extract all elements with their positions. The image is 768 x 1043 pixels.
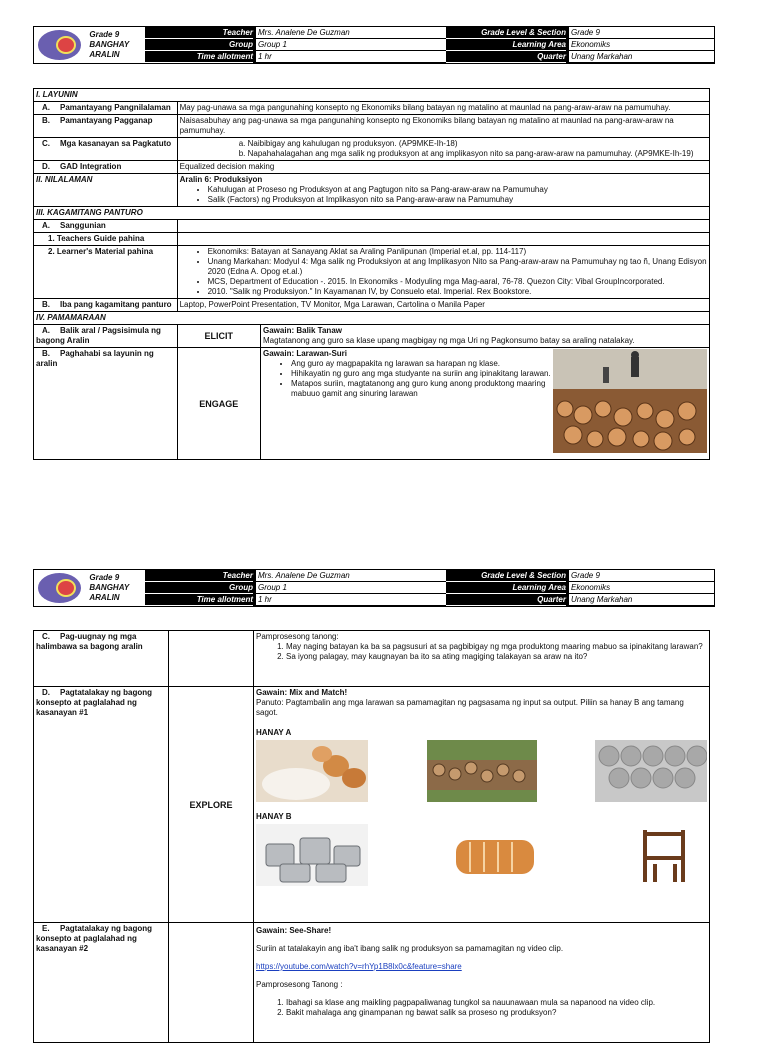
value-grade-section: Grade 9 — [569, 27, 714, 39]
hanay-b-label: HANAY B — [256, 812, 292, 821]
label-pamantayang-pangnilalaman: Pamantayang Pangnilalaman — [60, 103, 171, 112]
label-sanggunian: Sanggunian — [60, 221, 106, 230]
label-teacher: Teacher — [145, 27, 253, 39]
engage-item-2: • Hihikayatin ng guro ang mga studyante na suriin ang ipinakitang larawan. — [291, 369, 553, 379]
lm-item-4: • 2010. "Salik ng Produksiyon." In Kayamanan IV, by Consuelo etal. Imperial. Rex Bookstore. — [208, 287, 707, 297]
c-question-1: 1. May naging batayan ka ba sa pagsusuri at sa pagbibigay ng mga produktong maaring mabuo sa ipinakitang larawan? — [286, 642, 707, 652]
text-pamantayang-pangnilalaman: May pag-unawa sa mga pangunahing konsepto ng Ekonomiks bilang batayan ng matalino at maunlad na pang-araw-araw na pamumuhay. — [177, 102, 709, 115]
aralin-title: Aralin 6: Produksiyon — [179, 175, 263, 184]
metal-rods-photo — [595, 740, 707, 802]
text-pamantayang-pagganap: Naisasabuhay ang pag-unawa sa mga pangunahing konsepto ng Ekonomiks bilang batayan ng matalino at maunlad na pang-araw-araw na pamumuhay. — [177, 115, 709, 138]
label-gad: GAD Integration — [60, 162, 122, 171]
lm-item-2: • Unang Markahan: Modyul 4: Mga salik ng Produksiyon at ang Implikasyon Nito sa Pang-araw-araw na Pamumuhay ng tao ñ, Unang Edisyon 2020 (Edna A. Opog et.al.) — [208, 257, 707, 277]
flour-eggs-photo — [256, 740, 368, 802]
label-kasanayan: Mga kasanayan sa Pagkatuto — [60, 139, 172, 148]
label-learning-area: Learning Area — [446, 582, 566, 594]
label-pagtatalakay-2: Pagtatalakay ng bagong konsepto at paglalahad ng kasanayan #2 — [36, 924, 153, 953]
label-pagtatalakay-1: Pagtatalakay ng bagong konsepto at paglalahad ng kasanayan #1 — [36, 688, 153, 717]
value-teacher: Mrs. Analene De Guzman — [256, 570, 446, 582]
c-pamprosesong-tanong: Pamprosesong tanong: — [256, 632, 339, 641]
label-teachers-guide: 1. Teachers Guide pahina — [34, 233, 178, 246]
school-seal-icon — [38, 30, 81, 60]
e-pamprosesong-tanong: Pamprosesong Tanong : — [256, 980, 343, 989]
hanay-a-label: HANAY A — [256, 728, 292, 737]
label-grade-section: Grade Level & Section — [446, 570, 566, 582]
header-title: BANGHAY ARALIN — [89, 40, 130, 59]
school-seal-icon — [38, 573, 81, 603]
label-learners-material: 2. Learner's Material pahina — [34, 246, 178, 299]
logs-photo — [553, 349, 707, 453]
lesson-plan-table-2: C. Pag-uugnay ng mga halimbawa sa bagong aralin Pamprosesong tanong: 1. May naging batayan ka ba sa pagsusuri at sa pagbibigay ng mga produktong maaring mabuo sa ipinakitang larawan? 2. Sa iyong palagay, may kaugnayan ba ito sa ating magiging talakayan sa araw na ito? D. Pagtatalakay ng bagong konsepto at paglalahad ng kasanayan #1 EXPLORE Gawain: Mix and Match! Panuto: Pagtambalin ang mga larawan sa pamamagitan ng pagsasama ng input sa output. Piliin sa hanay B ang tamang sagot. HANAY A HANAY B E. Pagtatalakay ng bagong konsepto at paglalahad ng kasanayan #2 Gawain: See-Share! Suriin at tatalakayin ang iba't ibang salik ng produksyon sa pamamagitan ng video clip. https://youtube.com/watch?v=rhYp1B8lx0c&feature=share Pamprosesong Tanong : 1. Ibahagi sa klase ang maikling pagpapaliwanag tungkol sa nauunawaan mula sa napanood na video clip. 2. Bakit mahalaga ang ginampanan ng bawat salik sa proseso ng produksyon? — [33, 630, 710, 1043]
nilalaman-item-1: • Kahulugan at Proseso ng Produksyon at ang Pagtugon nito sa Pang-araw-araw na Pamumuhay — [208, 185, 707, 195]
value-quarter: Unang Markahan — [569, 594, 714, 606]
stage-explore: EXPLORE — [169, 687, 254, 923]
gawain-see-share: Gawain: See-Share! — [256, 926, 332, 935]
kasanayan-b: b. Napahahalagahan ang mga salik ng produksyon at ang implikasyon nito sa pang-araw-araw na pamumuhay. (AP9MKE-Ih-19) — [248, 149, 707, 159]
label-pamantayang-pagganap: Pamantayang Pagganap — [60, 116, 153, 125]
text-balik-tanaw: Magtatanong ang guro sa klase upang magbigay ng mga Uri ng Pagkonsumo batay sa araling natalakay. — [263, 336, 635, 345]
label-group: Group — [145, 39, 253, 51]
value-time: 1 hr — [256, 594, 446, 606]
c-question-2: 2. Sa iyong palagay, may kaugnayan ba ito sa ating magiging talakayan sa araw na ito? — [286, 652, 707, 662]
gawain-larawan-suri: Gawain: Larawan-Suri — [263, 349, 348, 358]
lm-item-3: • MCS, Department of Education -. 2015. In Ekonomiks - Modyuling mga Mag-aaral, 76-78. Quezon City: Vibal GroupIncorporated. — [208, 277, 707, 287]
lm-item-1: • Ekonomiks: Batayan at Sanayang Aklat sa Araling Panlipunan (Imperial et.al, pp. 114-117) — [208, 247, 707, 257]
label-grade-section: Grade Level & Section — [446, 27, 566, 39]
lesson-plan-table-1: I. LAYUNIN A. Pamantayang Pangnilalaman May pag-unawa sa mga pangunahing konsepto ng Ekonomiks bilang batayan ng matalino at maunlad na pang-araw-araw na pamumuhay. B. Pamantayang Pagganap Naisasabuhay ang pag-unawa sa mga pangunahing konsepto ng Ekonomiks bilang batayan ng matalino at maunlad na pang-araw-araw na pamumuhay. C. Mga kasanayan sa Pagkatuto a. Naibibigay ang kahulugan ng produksyon. (AP9MKE-Ih-18) b. Napahahalagahan ang mga salik ng produksyon at ang implikasyon nito sa pang-araw-araw na pamumuhay. (AP9MKE-Ih-19) D. GAD Integration Equalized decision making II. NILALAMAN Aralin 6: Produksiyon • Kahulugan at Proseso ng Produksyon at ang Pagtugon nito sa Pang-araw-araw na Pamumuhay • Salik (Factors) ng Produksyon at Implikasyon nito sa Pang-araw-araw na Pamumuhay III. KAGAMITANG PANTURO A. Sanggunian 1. Teachers Guide pahina 2. Learner's Material pahina • Ekonomiks: Batayan at Sanayang Aklat sa Araling Panlipunan (Imperial et.al, pp. 114-117) • Unang Markahan: Modyul 4: Mga salik ng Produksiyon at ang Implikasyon Nito sa Pang-araw-araw na Pamumuhay ng tao ñ, Unang Edisyon 2020 (Edna A. Opog et.al.) • MCS, Department of Education -. 2015. In Ekonomiks - Modyuling mga Mag-aaral, 76-78. Quezon City: Vibal GroupIncorporated. • 2010. "Salik ng Produksiyon." In Kayamanan IV, by Consuelo etal. Imperial. Rex Bookstore. B. Iba pang kagamitang panturo Laptop, PowerPoint Presentation, TV Monitor, Mga Larawan, Cartolina o Manila Paper IV. PAMAMARAAN A. Balik aral / Pagsisimula ng bagong Aralin ELICIT Gawain: Balik Tanaw Magtatanong ang guro sa klase upang magbigay ng mga Uri ng Pagkonsumo batay sa araling natalakay. B. Paghahabi sa layunin ng aralin ENGAGE Gawain: Larawan-Suri • Ang guro ay magpapakita ng larawan sa harapan ng klase. • Hihikayatin ng guro ang mga studyante na suriin ang ipinakitang larawan. • Matapos suriin, magtatanong ang guro kung anong produktong maaring mabuuo gamit ang sinuring larawan — [33, 88, 710, 460]
stage-elicit: ELICIT — [177, 325, 260, 348]
label-pag-uugnay: Pag-uugnay ng mga halimbawa sa bagong aralin — [36, 632, 143, 651]
youtube-link[interactable]: https://youtube.com/watch?v=rhYp1B8lx0c&feature=share — [256, 962, 462, 971]
value-quarter: Unang Markahan — [569, 51, 714, 63]
nilalaman-item-2: • Salik (Factors) ng Produksyon at Implikasyon nito sa Pang-araw-araw na Pamumuhay — [208, 195, 707, 205]
value-group: Group 1 — [256, 582, 446, 594]
engage-item-3: • Matapos suriin, magtatanong ang guro kung anong produktong maaring mabuuo gamit ang sinuring larawan — [291, 379, 553, 399]
value-group: Group 1 — [256, 39, 446, 51]
logs-pile-photo — [427, 740, 537, 802]
header-grade: Grade 9 — [89, 573, 120, 582]
label-quarter: Quarter — [446, 51, 566, 63]
stage-engage: ENGAGE — [177, 348, 260, 460]
label-time: Time allotment — [145, 594, 253, 606]
label-paghahabi: Paghahabi sa layunin ng aralin — [36, 349, 154, 368]
gawain-balik-tanaw: Gawain: Balik Tanaw — [263, 326, 342, 335]
cooking-pots-photo — [256, 824, 368, 886]
text-see-share: Suriin at tatalakayin ang iba't ibang salik ng produksyon sa pamamagitan ng video clip. — [256, 944, 564, 953]
text-iba-pang-kagamitan: Laptop, PowerPoint Presentation, TV Monitor, Mga Larawan, Cartolina o Manila Paper — [177, 299, 709, 312]
label-learning-area: Learning Area — [446, 39, 566, 51]
e-question-2: 2. Bakit mahalaga ang ginampanan ng bawat salik sa proseso ng produksyon? — [286, 1008, 707, 1018]
e-question-1: 1. Ibahagi sa klase ang maikling pagpapaliwanag tungkol sa nauunawaan mula sa napanood na video clip. — [286, 998, 707, 1008]
header-title: BANGHAY ARALIN — [89, 583, 130, 602]
label-iba-pang-kagamitan: Iba pang kagamitang panturo — [60, 300, 172, 309]
header-logo-cell — [34, 27, 145, 63]
section-nilalaman: II. NILALAMAN — [34, 174, 178, 207]
header-grade: Grade 9 — [89, 30, 120, 39]
label-group: Group — [145, 582, 253, 594]
bread-loaf-photo — [450, 824, 540, 884]
value-learning-area: Ekonomiks — [569, 39, 714, 51]
section-pamamaraan: IV. PAMAMARAAN — [34, 312, 710, 325]
label-time: Time allotment — [145, 51, 253, 63]
kasanayan-a: a. Naibibigay ang kahulugan ng produksyon. (AP9MKE-Ih-18) — [248, 139, 707, 149]
section-kagamitan: III. KAGAMITANG PANTURO — [34, 207, 710, 220]
lesson-header-2 — [33, 569, 715, 607]
label-quarter: Quarter — [446, 594, 566, 606]
value-time: 1 hr — [256, 51, 446, 63]
section-layunin: I. LAYUNIN — [34, 89, 710, 102]
text-gad: Equalized decision making — [177, 161, 709, 174]
value-teacher: Mrs. Analene De Guzman — [256, 27, 446, 39]
gawain-mix-match: Gawain: Mix and Match! — [256, 688, 348, 697]
lesson-header — [33, 26, 715, 64]
value-learning-area: Ekonomiks — [569, 582, 714, 594]
text-panuto: Panuto: Pagtambalin ang mga larawan sa pamamagitan ng pagsasama ng input sa output. Piliin sa hanay B ang tamang sagot. — [256, 698, 684, 717]
label-balik-aral: Balik aral / Pagsisimula ng bagong Aralin — [36, 326, 161, 345]
wooden-chair-photo — [621, 824, 707, 886]
label-teacher: Teacher — [145, 570, 253, 582]
value-grade-section: Grade 9 — [569, 570, 714, 582]
engage-item-1: • Ang guro ay magpapakita ng larawan sa harapan ng klase. — [291, 359, 553, 369]
